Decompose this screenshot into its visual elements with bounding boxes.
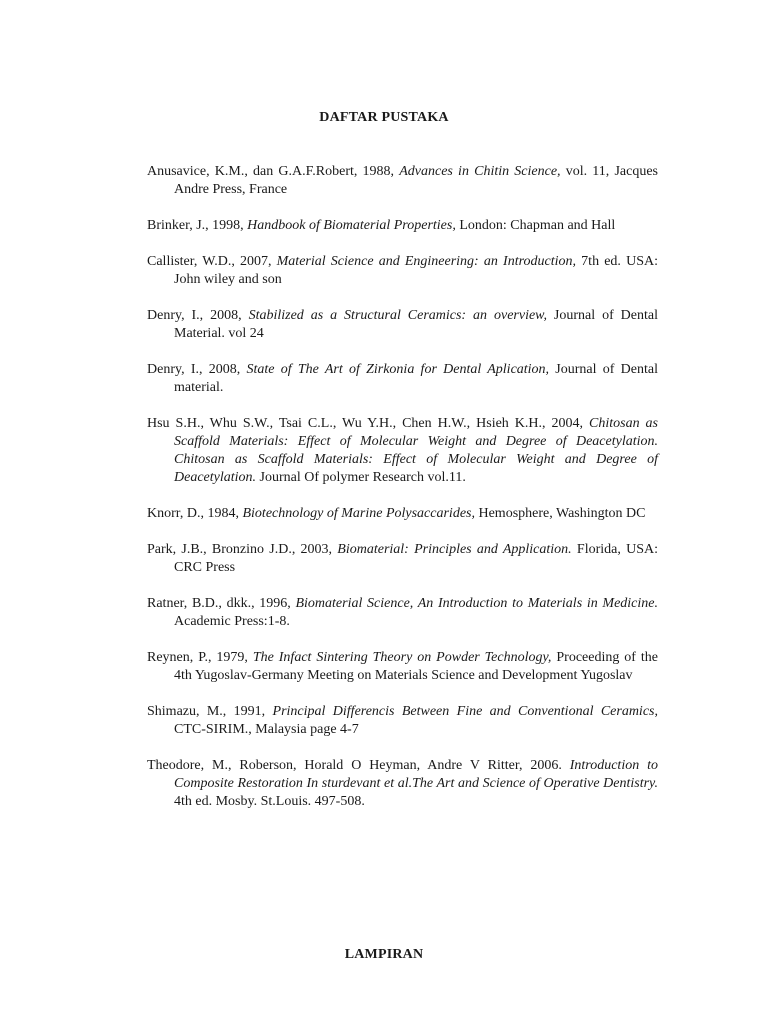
appendix-heading: LAMPIRAN — [344, 947, 424, 962]
reference-authors: Theodore, M., Roberson, Horald O Heyman, Andre V Ritter, 2006. — [147, 758, 570, 773]
reference-item — [147, 703, 658, 739]
reference-title: The Infact Sintering Theory on Powder Technology, — [252, 650, 552, 665]
reference-title: Stabilized as a Structural Ceramics: an overview, — [248, 308, 547, 323]
reference-publisher: , CTC-SIRIM., Malaysia page 4-7 — [174, 704, 658, 737]
reference-publisher: vol. 11, Jacques Andre Press, France — [174, 164, 658, 197]
reference-title: Advances in Chitin Science, — [399, 164, 561, 179]
reference-publisher: Journal of Dental material. — [174, 362, 658, 395]
reference-item — [147, 217, 658, 235]
reference-item — [147, 595, 658, 631]
reference-publisher: Journal Of polymer Research vol.11. — [256, 470, 466, 485]
reference-item — [147, 541, 658, 577]
page-title: DAFTAR PUSTAKA — [319, 110, 449, 125]
reference-authors: Knorr, D., 1984, — [147, 506, 243, 521]
reference-item — [147, 757, 658, 811]
reference-title: Introduction to Composite Restoration In sturdevant et al.The Art and Science of Operative Dentistry. — [174, 758, 658, 791]
reference-title: Handbook of Biomaterial Properties, — [247, 218, 456, 233]
reference-publisher: Proceeding of the 4th Yugoslav-Germany Meeting on Materials Science and Development Yugoslav — [174, 650, 659, 683]
reference-title: Material Science and Engineering: an Introduction, — [276, 254, 577, 269]
reference-authors: Park, J.B., Bronzino J.D., 2003, — [147, 542, 338, 557]
reference-item — [147, 361, 658, 397]
reference-publisher: 7th ed. USA: John wiley and son — [174, 254, 658, 287]
reference-title: Biomaterial Science, An Introduction to Materials in Medicine. — [295, 596, 658, 611]
reference-authors: Reynen, P., 1979, — [147, 650, 253, 665]
reference-title: State of The Art of Zirkonia for Dental Aplication, — [246, 362, 550, 377]
reference-title: Chitosan as Scaffold Materials: Effect of Molecular Weight and Degree of Deacetylation. Chitosan as Scaffold Materials: Effect of Molecular Weight and Degree of Deacetylation. — [174, 416, 659, 485]
reference-title: Principal Differencis Between Fine and Conventional Ceramics — [272, 704, 655, 719]
reference-authors: Hsu S.H., Whu S.W., Tsai C.L., Wu Y.H., Chen H.W., Hsieh K.H., 2004, — [147, 416, 589, 431]
reference-item — [147, 307, 658, 343]
reference-title: Biotechnology of Marine Polysaccarides, — [242, 506, 475, 521]
reference-item — [147, 505, 658, 523]
reference-item — [147, 163, 658, 199]
reference-item — [147, 415, 658, 487]
reference-authors: Ratner, B.D., dkk., 1996, — [147, 596, 296, 611]
reference-item — [147, 649, 658, 685]
reference-publisher: 4th ed. Mosby. St.Louis. 497-508. — [174, 794, 365, 809]
reference-publisher: London: Chapman and Hall — [455, 218, 616, 233]
reference-publisher: Florida, USA: CRC Press — [174, 542, 658, 575]
reference-publisher: Journal of Dental Material. vol 24 — [174, 308, 658, 341]
reference-authors: Shimazu, M., 1991, — [147, 704, 273, 719]
reference-item — [147, 253, 658, 289]
reference-publisher: Hemosphere, Washington DC — [474, 506, 646, 521]
reference-publisher: Academic Press:1-8. — [174, 614, 290, 629]
reference-list — [147, 163, 658, 829]
reference-title: Biomaterial: Principles and Application. — [337, 542, 572, 557]
reference-authors: Brinker, J., 1998, — [147, 218, 248, 233]
reference-authors: Callister, W.D., 2007, — [147, 254, 277, 269]
reference-authors: Denry, I., 2008, — [147, 308, 249, 323]
reference-authors: Anusavice, K.M., dan G.A.F.Robert, 1988, — [147, 164, 400, 179]
reference-authors: Denry, I., 2008, — [147, 362, 247, 377]
